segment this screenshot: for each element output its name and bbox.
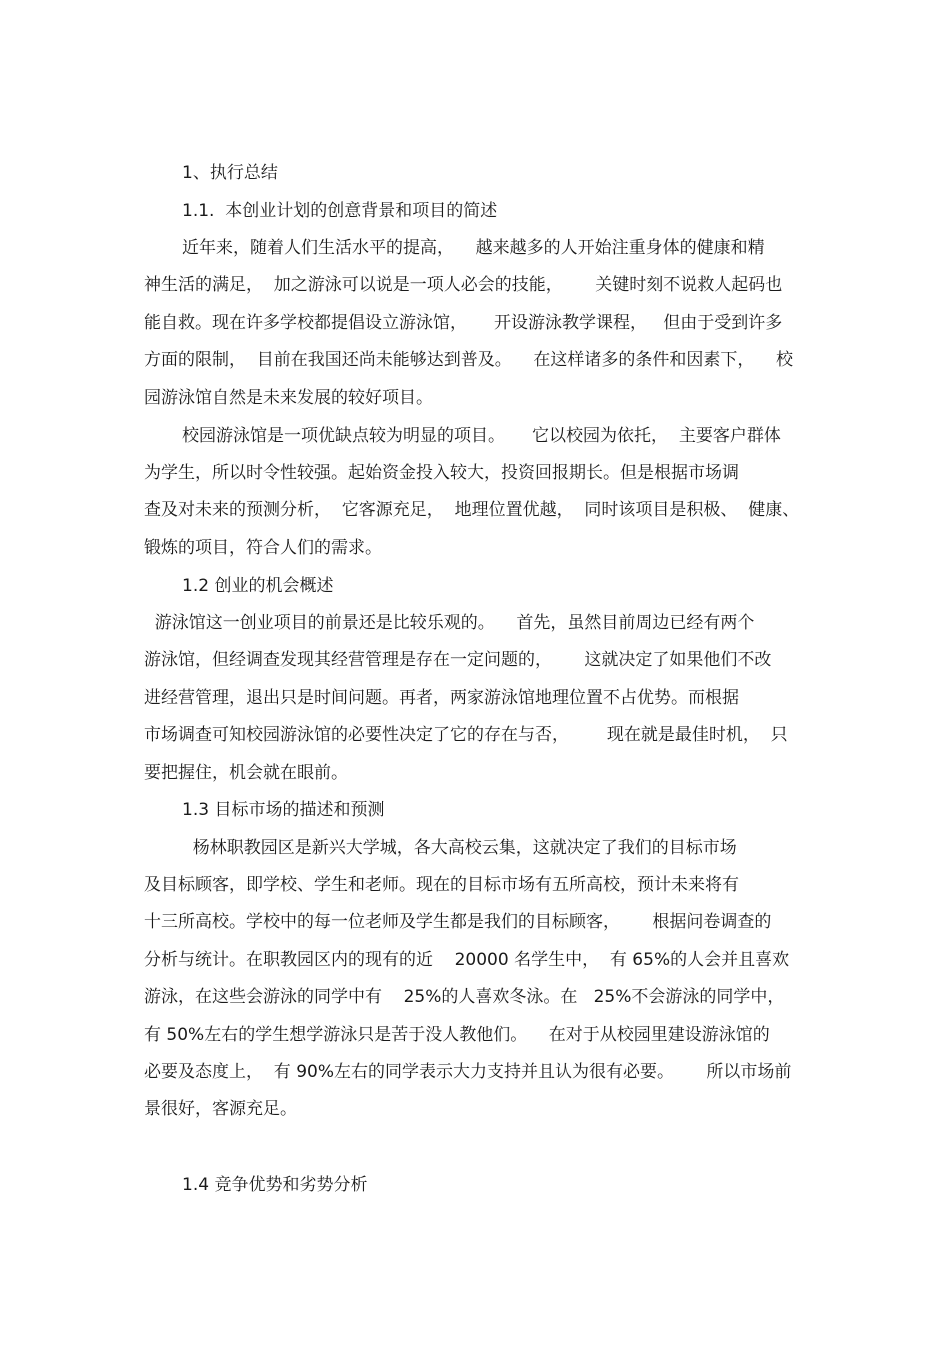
section-heading-1-2: 1.2 创业的机会概述 [182, 576, 334, 596]
paragraph-4-line: 有 50%左右的学生想学游泳只是苦于没人教他们。 在对于从校园里建设游泳馆的 [144, 1025, 770, 1045]
paragraph-2-line: 锻炼的项目，符合人们的需求。 [144, 538, 382, 558]
paragraph-2-line: 为学生，所以时令性较强。起始资金投入较大，投资回报期长。但是根据市场调 [144, 463, 739, 483]
paragraph-3-line: 市场调查可知校园游泳馆的必要性决定了它的存在与否， 现在就是最佳时机， 只 [144, 725, 788, 745]
paragraph-3-line: 游泳馆这一创业项目的前景还是比较乐观的。 首先，虽然目前周边已经有两个 [144, 613, 755, 633]
paragraph-2-line: 校园游泳馆是一项优缺点较为明显的项目。 它以校园为依托， 主要客户群体 [182, 426, 781, 446]
paragraph-1-line: 方面的限制， 目前在我国还尚未能够达到普及。 在这样诸多的条件和因素下， 校 [144, 350, 794, 370]
paragraph-3-line: 游泳馆，但经调查发现其经营管理是存在一定问题的， 这就决定了如果他们不改 [144, 650, 772, 670]
paragraph-1-line: 园游泳馆自然是未来发展的较好项目。 [144, 388, 433, 408]
section-heading-1: 1、执行总结 [182, 163, 278, 183]
section-heading-1-1: 1.1. 本创业计划的创意背景和项目的简述 [182, 201, 498, 221]
paragraph-4-line: 十三所高校。学校中的每一位老师及学生都是我们的目标顾客， 根据问卷调查的 [144, 912, 772, 932]
section-heading-1-3: 1.3 目标市场的描述和预测 [182, 800, 385, 820]
paragraph-1-line: 神生活的满足， 加之游泳可以说是一项人必会的技能， 关键时刻不说救人起码也 [144, 275, 783, 295]
paragraph-1-line: 近年来，随着人们生活水平的提高， 越来越多的人开始注重身体的健康和精 [182, 238, 765, 258]
section-heading-1-4: 1.4 竞争优势和劣势分析 [182, 1175, 368, 1195]
paragraph-4-line: 景很好，客源充足。 [144, 1099, 297, 1119]
paragraph-4-line: 必要及态度上， 有 90%左右的同学表示大力支持并且认为很有必要。 所以市场前 [144, 1062, 792, 1082]
paragraph-4-line: 杨林职教园区是新兴大学城，各大高校云集，这就决定了我们的目标市场 [182, 838, 737, 858]
paragraph-4-line: 分析与统计。在职教园区内的现有的近 20000 名学生中， 有 65%的人会并且喜欢 [144, 950, 790, 970]
paragraph-3-line: 进经营管理，退出只是时间问题。再者，两家游泳馆地理位置不占优势。而根据 [144, 688, 739, 708]
paragraph-2-line: 查及对未来的预测分析， 它客源充足， 地理位置优越， 同时该项目是积极、 健康、 [144, 500, 800, 520]
paragraph-1-line: 能自救。现在许多学校都提倡设立游泳馆， 开设游泳教学课程， 但由于受到许多 [144, 313, 783, 333]
paragraph-4-line: 及目标顾客，即学校、学生和老师。现在的目标市场有五所高校，预计未来将有 [144, 875, 739, 895]
paragraph-3-line: 要把握住，机会就在眼前。 [144, 763, 348, 783]
paragraph-4-line: 游泳，在这些会游泳的同学中有 25%的人喜欢冬泳。在 25%不会游泳的同学中， [144, 987, 785, 1007]
